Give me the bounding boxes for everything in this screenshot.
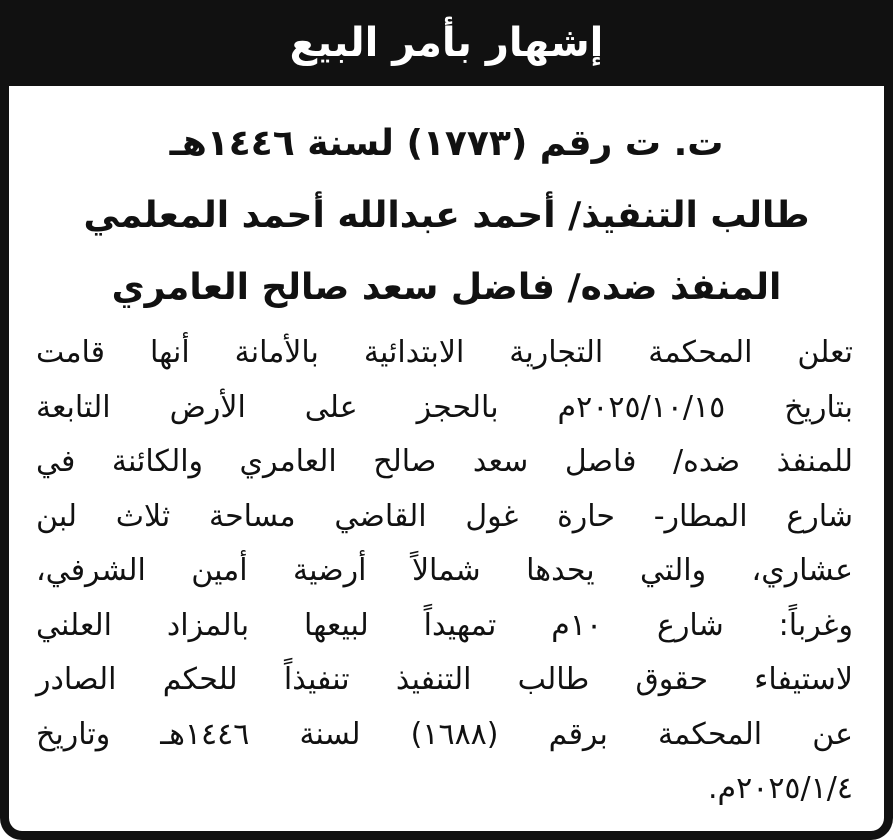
- body-line: شارع المطار- حارة غول القاضي مساحة ثلاث لبن: [36, 498, 853, 534]
- enforcement-requester: طالب التنفيذ/ أحمد عبدالله أحمد المعلمي: [83, 195, 810, 236]
- case-headlines: [22, 108, 871, 324]
- notice-body: [36, 326, 853, 817]
- body-line-last: ٢٠٢٥/١/٤م.: [707, 771, 853, 806]
- notice-title: إشهار بأمر البيع: [289, 20, 604, 66]
- body-line: عشاري، والتي يحدها شمالاً أرضية أمين الشرفي،: [36, 553, 853, 588]
- case-number: ت. ت رقم (١٧٧٣) لسنة ١٤٤٦هـ: [169, 123, 724, 164]
- body-line: عن المحكمة برقم (١٦٨٨) لسنة ١٤٤٦هـ وتاريخ: [36, 716, 853, 752]
- body-line: وغرباً: شارع ١٠م تمهيداً لبيعها بالمزاد العلني: [36, 607, 853, 643]
- header-bar: [0, 0, 893, 86]
- enforced-against: المنفذ ضده/ فاضل سعد صالح العامري: [111, 267, 782, 308]
- body-line: لاستيفاء حقوق طالب التنفيذ تنفيذاً للحكم الصادر: [36, 662, 853, 697]
- body-line: بتاريخ ٢٠٢٥/١٠/١٥م بالحجز على الأرض التابعة: [36, 389, 853, 425]
- body-line: تعلن المحكمة التجارية الابتدائية بالأمانة أنها قامت: [36, 335, 853, 370]
- body-line: للمنفذ ضده/ فاصل سعد صالح العامري والكائنة في: [36, 444, 853, 479]
